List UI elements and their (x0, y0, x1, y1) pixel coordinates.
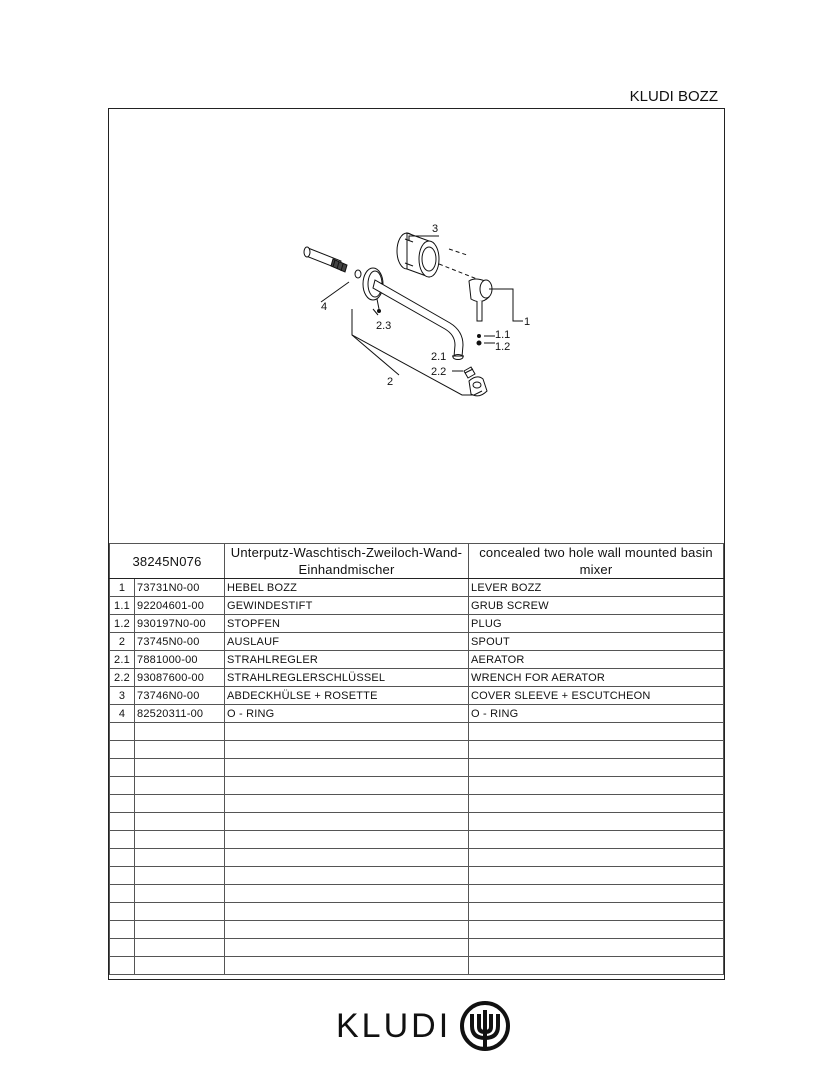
document-title: KLUDI BOZZ (629, 88, 718, 105)
position-cell: 3 (110, 687, 135, 705)
position-cell: 1.2 (110, 615, 135, 633)
empty-cell (135, 777, 225, 795)
empty-cell (135, 885, 225, 903)
cartridge-part (304, 247, 347, 272)
empty-cell (225, 723, 469, 741)
empty-cell (225, 957, 469, 975)
german-name-cell: STOPFEN (225, 615, 469, 633)
table-row (110, 633, 724, 651)
exploded-view-svg (109, 109, 726, 545)
empty-table-row (110, 903, 724, 921)
german-name-cell: O - RING (225, 705, 469, 723)
empty-cell (135, 831, 225, 849)
empty-cell (225, 777, 469, 795)
empty-cell (135, 867, 225, 885)
part-number-cell: 93087600-00 (135, 669, 225, 687)
o-ring-part (355, 270, 361, 278)
callout-2: 2 (387, 376, 394, 388)
article-number: 38245N076 (110, 544, 225, 579)
position-cell: 1.1 (110, 597, 135, 615)
position-cell: 2.1 (110, 651, 135, 669)
empty-cell (110, 867, 135, 885)
callout-4: 4 (321, 301, 328, 313)
empty-cell (225, 903, 469, 921)
empty-cell (225, 849, 469, 867)
empty-cell (469, 849, 724, 867)
description-english: concealed two hole wall mounted basin mixer (469, 544, 724, 579)
english-name-cell: GRUB SCREW (469, 597, 724, 615)
table-row (110, 597, 724, 615)
empty-cell (225, 831, 469, 849)
empty-cell (110, 885, 135, 903)
empty-table-row (110, 741, 724, 759)
empty-cell (469, 903, 724, 921)
empty-table-row (110, 795, 724, 813)
empty-cell (469, 777, 724, 795)
part-number-cell: 73731N0-00 (135, 579, 225, 597)
part-number-cell: 92204601-00 (135, 597, 225, 615)
position-cell: 2.2 (110, 669, 135, 687)
table-header-row (110, 544, 724, 579)
empty-table-row (110, 759, 724, 777)
part-number-cell: 82520311-00 (135, 705, 225, 723)
empty-cell (110, 813, 135, 831)
callout-3: 3 (432, 223, 439, 235)
english-name-cell: SPOUT (469, 633, 724, 651)
german-name-cell: HEBEL BOZZ (225, 579, 469, 597)
empty-cell (225, 885, 469, 903)
empty-cell (110, 795, 135, 813)
empty-cell (110, 921, 135, 939)
part-number-cell: 930197N0-00 (135, 615, 225, 633)
empty-cell (469, 741, 724, 759)
empty-table-row (110, 867, 724, 885)
empty-table-row (110, 777, 724, 795)
empty-cell (469, 759, 724, 777)
lever-part (469, 279, 492, 321)
empty-cell (225, 921, 469, 939)
empty-cell (469, 939, 724, 957)
empty-cell (225, 939, 469, 957)
english-name-cell: O - RING (469, 705, 724, 723)
callout-1-2: 1.2 (495, 341, 511, 353)
empty-cell (110, 957, 135, 975)
kludi-emblem-icon (459, 1000, 511, 1052)
empty-cell (135, 723, 225, 741)
empty-table-row (110, 723, 724, 741)
empty-table-row (110, 957, 724, 975)
empty-cell (135, 921, 225, 939)
cover-sleeve-part (397, 233, 439, 277)
empty-cell (135, 849, 225, 867)
german-name-cell: AUSLAUF (225, 633, 469, 651)
empty-cell (135, 759, 225, 777)
empty-cell (469, 885, 724, 903)
table-row (110, 651, 724, 669)
part-number-cell: 73746N0-00 (135, 687, 225, 705)
callout-1-1: 1.1 (495, 329, 511, 341)
english-name-cell: AERATOR (469, 651, 724, 669)
empty-table-row (110, 885, 724, 903)
empty-cell (135, 903, 225, 921)
exploded-view-drawing (109, 109, 724, 545)
empty-cell (110, 759, 135, 777)
part-number-cell: 73745N0-00 (135, 633, 225, 651)
empty-table-row (110, 813, 724, 831)
english-name-cell: WRENCH FOR AERATOR (469, 669, 724, 687)
german-name-cell: STRAHLREGLERSCHLÜSSEL (225, 669, 469, 687)
empty-cell (110, 777, 135, 795)
logo-text: KLUDI (336, 1006, 452, 1045)
empty-cell (110, 903, 135, 921)
position-cell: 2 (110, 633, 135, 651)
empty-cell (135, 813, 225, 831)
empty-cell (135, 795, 225, 813)
table-row (110, 669, 724, 687)
empty-table-row (110, 939, 724, 957)
german-name-cell: ABDECKHÜLSE + ROSETTE (225, 687, 469, 705)
callout-2-2: 2.2 (431, 366, 447, 378)
parts-list-table (109, 543, 724, 975)
description-german: Unterputz-Waschtisch-Zweiloch-Wand- Einhandmischer (225, 544, 469, 579)
empty-cell (469, 795, 724, 813)
german-name-cell: STRAHLREGLER (225, 651, 469, 669)
table-row (110, 687, 724, 705)
callout-1: 1 (524, 316, 531, 328)
empty-cell (469, 921, 724, 939)
empty-cell (135, 957, 225, 975)
empty-cell (110, 741, 135, 759)
position-cell: 1 (110, 579, 135, 597)
empty-table-row (110, 921, 724, 939)
empty-cell (469, 831, 724, 849)
empty-table-row (110, 849, 724, 867)
empty-table-row (110, 831, 724, 849)
empty-cell (135, 939, 225, 957)
table-row (110, 615, 724, 633)
spout-part (373, 280, 463, 357)
empty-cell (469, 957, 724, 975)
english-name-cell: LEVER BOZZ (469, 579, 724, 597)
empty-cell (225, 795, 469, 813)
empty-cell (225, 741, 469, 759)
empty-cell (110, 723, 135, 741)
table-row (110, 579, 724, 597)
position-cell: 4 (110, 705, 135, 723)
table-row (110, 705, 724, 723)
empty-cell (225, 867, 469, 885)
empty-cell (469, 723, 724, 741)
callout-2-3: 2.3 (376, 320, 392, 332)
empty-cell (110, 831, 135, 849)
empty-cell (469, 867, 724, 885)
empty-cell (135, 741, 225, 759)
part-number-cell: 7881000-00 (135, 651, 225, 669)
kludi-logo (336, 1000, 511, 1052)
drawing-frame (108, 108, 725, 980)
german-name-cell: GEWINDESTIFT (225, 597, 469, 615)
empty-cell (469, 813, 724, 831)
empty-cell (225, 813, 469, 831)
empty-cell (225, 759, 469, 777)
empty-cell (110, 939, 135, 957)
empty-cell (110, 849, 135, 867)
english-name-cell: PLUG (469, 615, 724, 633)
callout-2-1: 2.1 (431, 351, 447, 363)
english-name-cell: COVER SLEEVE + ESCUTCHEON (469, 687, 724, 705)
